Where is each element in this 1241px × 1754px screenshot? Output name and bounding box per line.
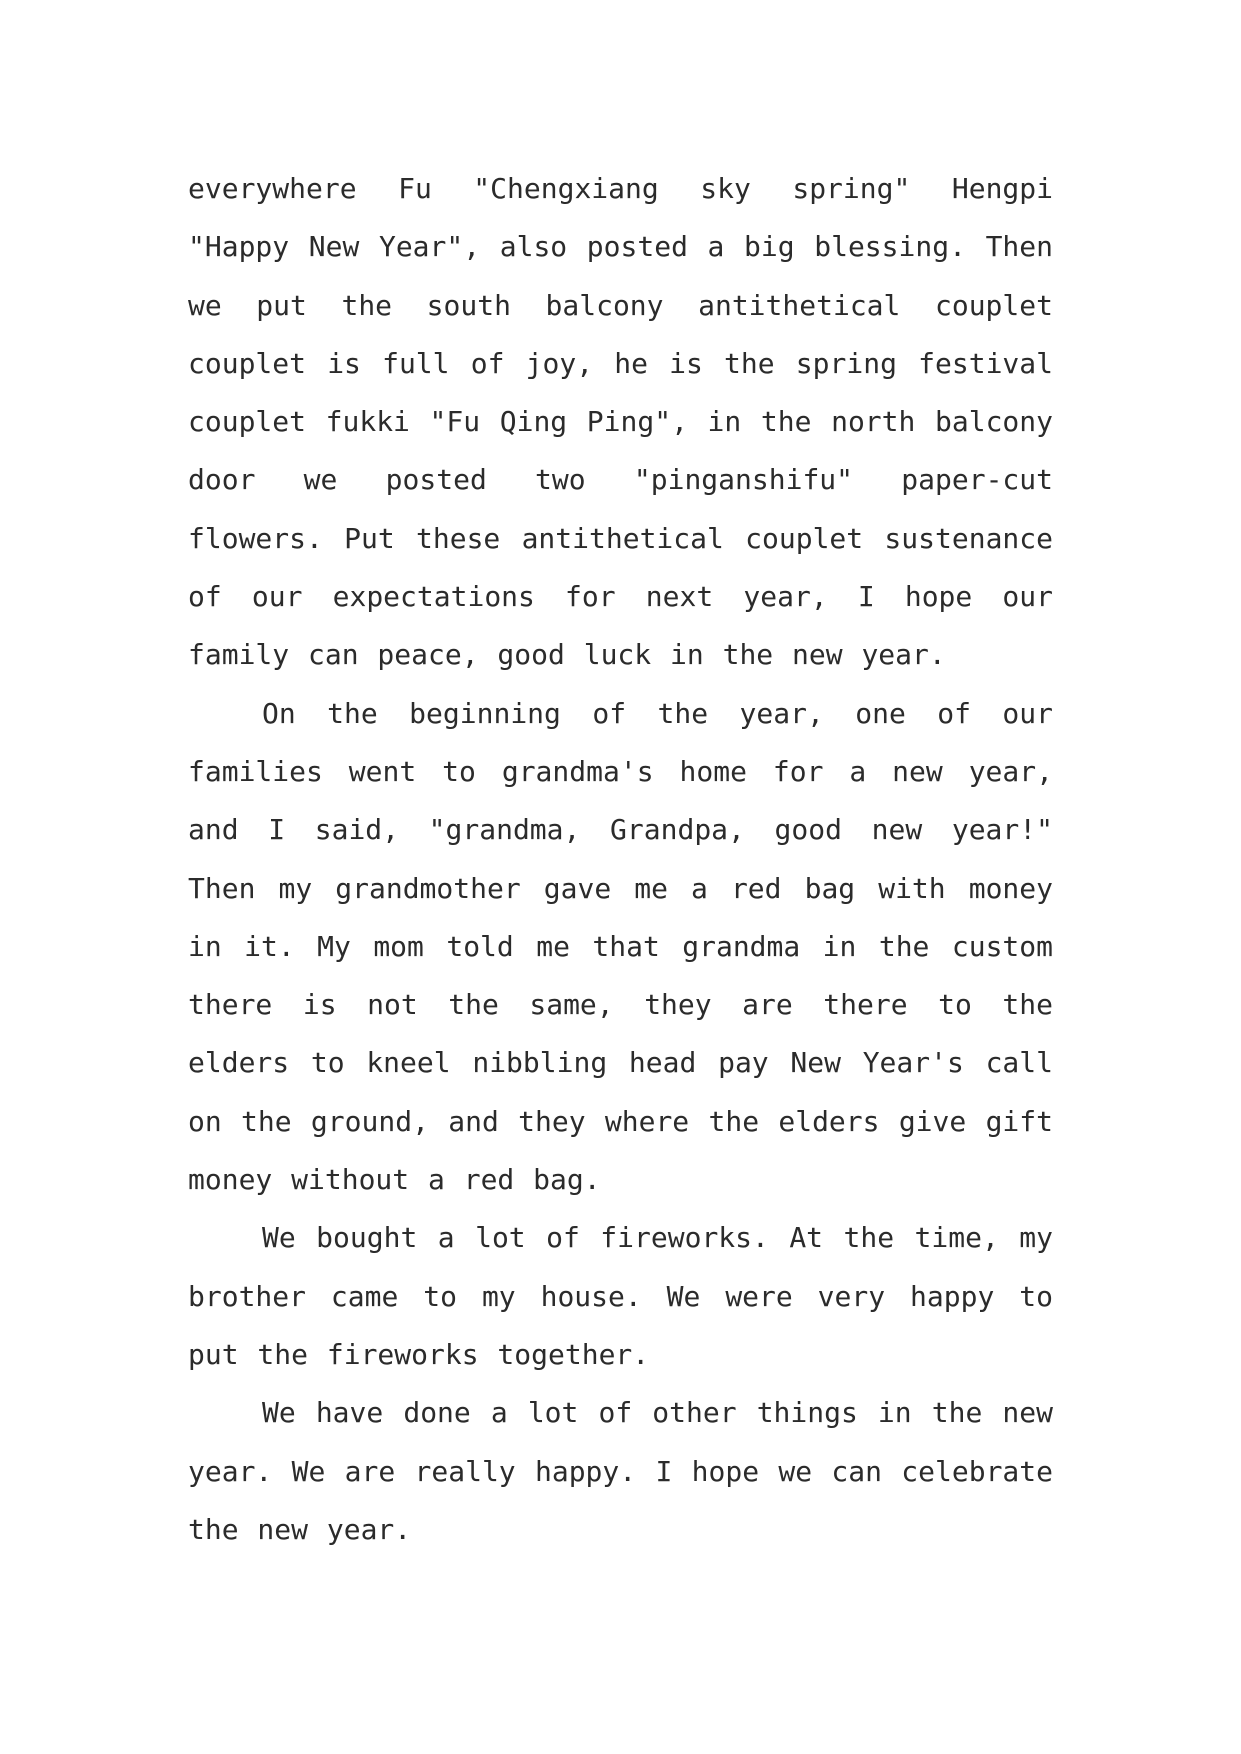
document-body <box>188 160 1053 1559</box>
paragraph-closing: We have done a lot of other things in the new year. We are really happy. I hope we can celebrate the new year. <box>188 1396 1053 1546</box>
paragraph-continuation: everywhere Fu "Chengxiang sky spring" Hengpi "Happy New Year", also posted a big blessing. Then we put the south balcony antithetical couplet couplet is full of joy, he is the spring festival couplet fukki "Fu Qing Ping", in the north balcony door we posted two "pinganshifu" paper-cut flowers. Put these antithetical couplet sustenance of our expectations for next year, I hope our family can peace, good luck in the new year. <box>188 172 1053 672</box>
paragraph-fireworks: We bought a lot of fireworks. At the time, my brother came to my house. We were very happy to put the fireworks together. <box>188 1221 1053 1371</box>
paragraph-new-year-visit: On the beginning of the year, one of our families went to grandma's home for a new year, and I said, "grandma, Grandpa, good new year!" Then my grandmother gave me a red bag with money in it. My mom told me that grandma in the custom there is not the same, they are there to the elders to kneel nibbling head pay New Year's call on the ground, and they where the elders give gift money without a red bag. <box>188 696 1053 1197</box>
